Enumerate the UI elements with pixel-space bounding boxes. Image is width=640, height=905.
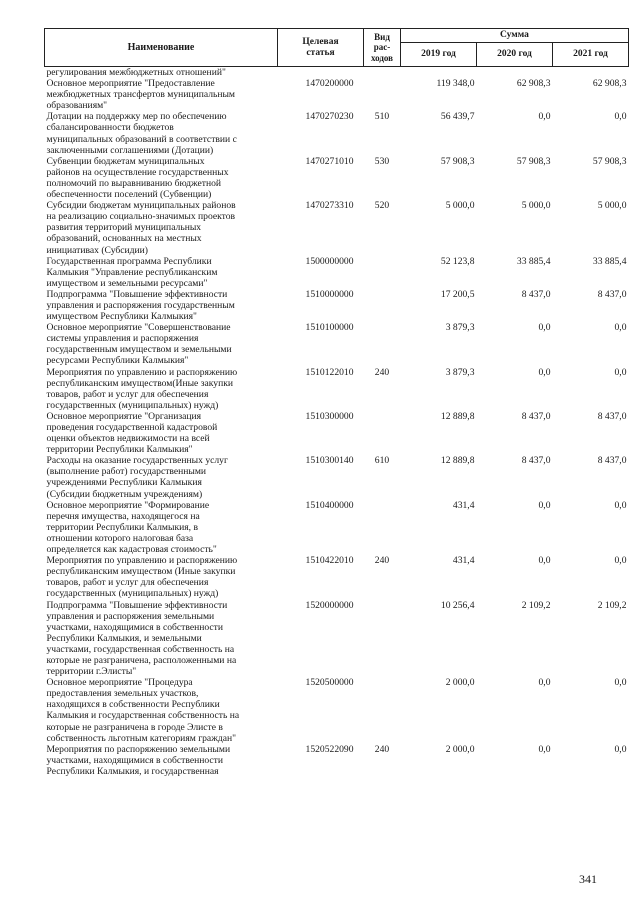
row-target-code — [278, 67, 364, 79]
row-amount-2020: 0,0 — [538, 111, 551, 123]
table-row — [45, 600, 629, 678]
table-row — [45, 744, 629, 777]
row-amount-2019: 12 889,8 — [440, 410, 475, 422]
row-target-code: 1510122010 — [305, 366, 354, 378]
row-target-code: 1500000000 — [305, 255, 354, 267]
table-row — [45, 67, 629, 79]
row-amount-2021: 0,0 — [614, 111, 627, 123]
row-expense-type: 240 — [374, 743, 390, 755]
row-expense-type — [364, 677, 401, 744]
row-amount-2019: 431,4 — [452, 499, 475, 511]
row-target-code: 1470273310 — [305, 200, 354, 212]
table-row — [45, 322, 629, 366]
budget-table — [44, 28, 629, 777]
row-expense-type: 240 — [374, 555, 390, 567]
row-amount-2021: 0,0 — [614, 743, 627, 755]
row-amount-2019: 2 000,0 — [445, 743, 475, 755]
row-amount-2021 — [553, 67, 629, 79]
row-amount-2019: 5 000,0 — [445, 200, 475, 212]
row-amount-2020: 0,0 — [538, 677, 551, 689]
header-name: Наименование — [45, 29, 278, 67]
row-amount-2020: 0,0 — [538, 322, 551, 334]
row-amount-2020: 0,0 — [538, 366, 551, 378]
row-amount-2021: 8 437,0 — [597, 288, 627, 300]
table-row — [45, 78, 629, 111]
row-amount-2019: 3 879,3 — [445, 366, 475, 378]
header-code: Целевая статья — [278, 29, 364, 67]
row-amount-2020: 5 000,0 — [521, 200, 551, 212]
row-expense-type: 240 — [374, 366, 390, 378]
row-amount-2019: 10 256,4 — [440, 599, 475, 611]
row-name: Мероприятия по распоряжению земельными участками, находящимися в собственности Республики Калмыкия, и государственная — [46, 743, 231, 777]
row-name: Основное мероприятие "Процедура предоставления земельных участков, находящихся в собственности Республики Калмыкия и государственная собственность на которые не разграничена в городе Элисте в собственность льготным категориям граждан" — [46, 677, 240, 744]
row-expense-type: 510 — [374, 111, 390, 123]
row-name: Основное мероприятие "Формирование перечня имущества, находящегося на территории Республики Калмыкия, в отношении которого налоговая база определяется как кадастровая стоимость" — [46, 499, 217, 556]
row-target-code: 1470270230 — [305, 111, 354, 123]
row-expense-type — [364, 500, 401, 555]
row-name: Расходы на оказание государственных услуг (выполнение работ) государственными учреждениями Республики Калмыкия (Субсидии бюджетным учреждениям) — [46, 455, 228, 500]
table-row — [45, 411, 629, 455]
row-expense-type: 520 — [374, 200, 390, 212]
row-target-code: 1520000000 — [305, 599, 354, 611]
row-amount-2020: 8 437,0 — [521, 288, 551, 300]
row-expense-type: 530 — [374, 155, 390, 167]
table-row — [45, 367, 629, 411]
row-amount-2021: 5 000,0 — [597, 200, 627, 212]
row-amount-2021: 33 885,4 — [592, 255, 627, 267]
row-target-code: 1510100000 — [305, 322, 354, 334]
row-amount-2020: 8 437,0 — [521, 410, 551, 422]
table-row — [45, 200, 629, 255]
row-amount-2021: 0,0 — [614, 366, 627, 378]
row-target-code: 1510400000 — [305, 499, 354, 511]
row-amount-2021: 62 908,3 — [592, 78, 627, 90]
table-row — [45, 455, 629, 499]
header-year-2020: 2020 год — [477, 43, 553, 67]
header-sum: Сумма — [401, 29, 629, 43]
row-amount-2021: 0,0 — [614, 555, 627, 567]
row-amount-2019: 56 439,7 — [440, 111, 475, 123]
table-header — [45, 29, 629, 67]
row-amount-2019: 3 879,3 — [445, 322, 475, 334]
table-row — [45, 289, 629, 322]
row-name: Субвенции бюджетам муниципальных районов на осуществление государственных полномочий по выравниванию бюджетной обеспеченности поселений (Субвенции) — [46, 155, 229, 201]
row-amount-2019: 52 123,8 — [440, 255, 475, 267]
row-amount-2020: 57 908,3 — [516, 155, 551, 167]
header-year-2019: 2019 год — [401, 43, 477, 67]
row-amount-2021: 2 109,2 — [597, 599, 627, 611]
row-amount-2021: 8 437,0 — [597, 455, 627, 467]
row-name: Основное мероприятие "Организация проведения государственной кадастровой оценки объектов недвижимости на всей территории Республики Калмыкия" — [46, 410, 218, 456]
row-amount-2020 — [477, 67, 553, 79]
row-target-code: 1510000000 — [305, 288, 354, 300]
row-name: Мероприятия по управлению и распоряжению республиканским имуществом (Иные закупки товаров, работ и услуг для обеспечения государственных (муниципальных) нужд) — [46, 555, 238, 600]
row-name: Субсидии бюджетам муниципальных районов на реализацию социально-значимых проектов развития территорий муниципальных образований, основанных на местных инициативах (Субсидии) — [46, 200, 236, 256]
row-amount-2021: 8 437,0 — [597, 410, 627, 422]
row-target-code: 1510422010 — [305, 555, 354, 567]
row-expense-type — [364, 600, 401, 678]
row-expense-type — [364, 67, 401, 79]
header-year-2021: 2021 год — [553, 43, 629, 67]
row-amount-2021: 0,0 — [614, 322, 627, 334]
row-amount-2021: 57 908,3 — [592, 155, 627, 167]
row-name: регулирования межбюджетных отношений" — [46, 67, 226, 78]
table-row — [45, 677, 629, 744]
row-target-code: 1470200000 — [305, 78, 354, 90]
row-expense-type: 610 — [374, 455, 390, 467]
row-amount-2019: 2 000,0 — [445, 677, 475, 689]
row-amount-2020: 8 437,0 — [521, 455, 551, 467]
row-name: Мероприятия по управлению и распоряжению республиканским имуществом(Иные закупки товаров, работ и услуг для обеспечения государственных (муниципальных) нужд) — [46, 366, 238, 411]
row-amount-2020: 0,0 — [538, 499, 551, 511]
row-target-code: 1470271010 — [305, 155, 354, 167]
row-name: Подпрограмма "Повышение эффективности управления и распоряжения государственным имуществом Республики Калмыкия" — [46, 288, 235, 323]
row-expense-type — [364, 78, 401, 111]
row-target-code: 1520522090 — [305, 743, 354, 755]
table-body — [45, 67, 629, 778]
row-expense-type — [364, 256, 401, 289]
row-expense-type — [364, 411, 401, 455]
row-amount-2020: 62 908,3 — [516, 78, 551, 90]
row-amount-2019: 12 889,8 — [440, 455, 475, 467]
row-name: Основное мероприятие "Предоставление межбюджетных трансфертов муниципальным образованиям" — [46, 78, 236, 112]
row-name: Дотации на поддержку мер по обеспечению сбалансированности бюджетов муниципальных образований в соответствии с заключенными соглашениями (Дотации) — [46, 111, 237, 156]
row-target-code: 1510300140 — [305, 455, 354, 467]
row-target-code: 1520500000 — [305, 677, 354, 689]
table-row — [45, 500, 629, 555]
row-amount-2019: 57 908,3 — [440, 155, 475, 167]
row-expense-type — [364, 289, 401, 322]
row-amount-2020: 33 885,4 — [516, 255, 551, 267]
row-amount-2019: 431,4 — [452, 555, 475, 567]
table-row — [45, 256, 629, 289]
row-name: Подпрограмма "Повышение эффективности управления и распоряжения земельными участками, находящимися в собственности Республики Калмыкия, и земельными участками, государственная собственность на которые не разграничена, расположенными на территории г.Элисты" — [46, 599, 237, 678]
page-number: 341 — [579, 872, 597, 886]
row-name: Государственная программа Республики Калмыкия "Управление республиканским имуществом и земельными ресурсами" — [46, 255, 218, 289]
row-amount-2021: 0,0 — [614, 677, 627, 689]
row-amount-2021: 0,0 — [614, 499, 627, 511]
table-row — [45, 555, 629, 599]
row-amount-2020: 2 109,2 — [521, 599, 551, 611]
table-row — [45, 156, 629, 200]
header-vr: Вид рас- ходов — [364, 29, 401, 67]
row-name: Основное мероприятие "Совершенствование системы управления и распоряжения государственным имуществом и земельными ресурсами Республики Калмыкия" — [46, 322, 232, 367]
table-row — [45, 111, 629, 155]
row-amount-2020: 0,0 — [538, 555, 551, 567]
row-amount-2019 — [401, 67, 477, 79]
row-target-code: 1510300000 — [305, 410, 354, 422]
row-amount-2019: 119 348,0 — [436, 78, 475, 90]
row-expense-type — [364, 322, 401, 366]
row-amount-2020: 0,0 — [538, 743, 551, 755]
row-amount-2019: 17 200,5 — [440, 288, 475, 300]
